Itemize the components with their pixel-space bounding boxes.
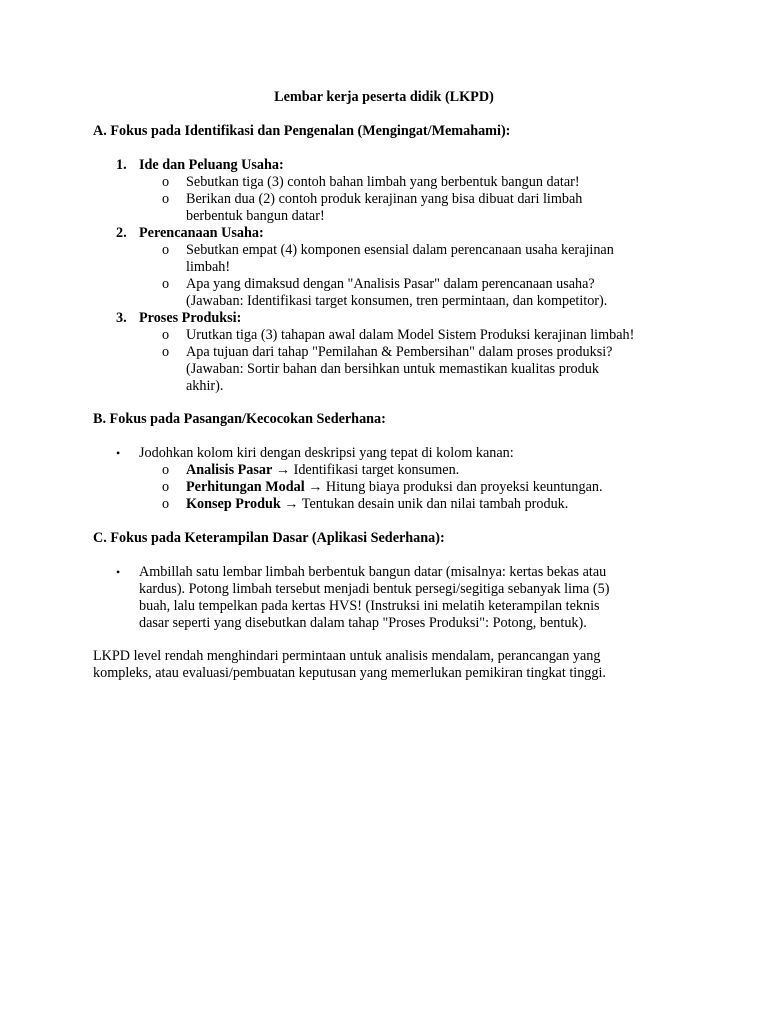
text-line: limbah! — [186, 259, 231, 275]
bullet-icon: • — [116, 446, 121, 460]
footer-paragraph — [93, 648, 693, 682]
text-line: (Jawaban: Sortir bahan dan bersihkan untuk memastikan kualitas produk — [186, 361, 599, 377]
section-c-heading: C. Fokus pada Keterampilan Dasar (Aplikasi Sederhana): — [93, 530, 445, 546]
text-line: Sebutkan tiga (3) contoh bahan limbah yang berbentuk bangun datar! — [186, 174, 580, 190]
circle-bullet-icon: o — [162, 496, 170, 512]
section-a-heading: A. Fokus pada Identifikasi dan Pengenalan (Mengingat/Memahami): — [93, 123, 511, 139]
circle-bullet-icon: o — [162, 276, 170, 292]
pair-1 — [186, 462, 686, 479]
page-title: Lembar kerja peserta didik (LKPD) — [274, 89, 494, 105]
section-b-intro: Jodohkan kolom kiri dengan deskripsi yang tepat di kolom kanan: — [139, 445, 514, 461]
text-line: (Jawaban: Identifikasi target konsumen, tren permintaan, dan kompetitor). — [186, 293, 608, 309]
section-b-heading: B. Fokus pada Pasangan/Kecocokan Sederhana: — [93, 411, 386, 427]
pair-desc: Hitung biaya produksi dan proyeksi keuntungan. — [325, 479, 603, 495]
item-2-number: 2. — [116, 225, 127, 241]
item-1-sub-2 — [186, 191, 686, 225]
circle-bullet-icon: o — [162, 242, 170, 258]
text-line: Urutkan tiga (3) tahapan awal dalam Model Sistem Produksi kerajinan limbah! — [186, 327, 635, 343]
text-line: Apa yang dimaksud dengan "Analisis Pasar" dalam perencanaan usaha? — [186, 276, 595, 292]
text-line: akhir). — [186, 378, 224, 394]
item-3-label: Proses Produksi: — [139, 310, 242, 326]
item-3-number: 3. — [116, 310, 127, 326]
pair-term: Konsep Produk — [186, 496, 281, 512]
text-line: Ambillah satu lembar limbah berbentuk bangun datar (misalnya: kertas bekas atau — [139, 564, 607, 580]
pair-3 — [186, 496, 686, 513]
pair-desc: Identifikasi target konsumen. — [293, 462, 460, 478]
pair-2 — [186, 479, 686, 496]
section-c-paragraph — [139, 564, 659, 632]
circle-bullet-icon: o — [162, 174, 170, 190]
arrow-icon: → — [308, 479, 323, 495]
item-1-label: Ide dan Peluang Usaha: — [139, 157, 284, 173]
item-2-label: Perencanaan Usaha: — [139, 225, 264, 241]
circle-bullet-icon: o — [162, 327, 170, 343]
text-line: Berikan dua (2) contoh produk kerajinan yang bisa dibuat dari limbah — [186, 191, 583, 207]
pair-term: Perhitungan Modal — [186, 479, 305, 495]
pair-term: Analisis Pasar — [186, 462, 273, 478]
circle-bullet-icon: o — [162, 462, 170, 478]
text-line: LKPD level rendah menghindari permintaan untuk analisis mendalam, perancangan yang — [93, 648, 601, 664]
text-line: kompleks, atau evaluasi/pembuatan keputusan yang memerlukan pemikiran tingkat tinggi. — [93, 665, 606, 681]
text-line: buah, lalu tempelkan pada kertas HVS! (Instruksi ini melatih keterampilan teknis — [139, 598, 600, 614]
text-line: dasar seperti yang disebutkan dalam tahap "Proses Produksi": Potong, bentuk). — [139, 615, 587, 631]
text-line: Sebutkan empat (4) komponen esensial dalam perencanaan usaha kerajinan — [186, 242, 614, 258]
item-1-number: 1. — [116, 157, 127, 173]
item-3-sub-2 — [186, 344, 686, 395]
item-2-sub-2 — [186, 276, 686, 310]
item-3-sub-1 — [186, 327, 686, 344]
circle-bullet-icon: o — [162, 344, 170, 360]
arrow-icon: → — [275, 462, 291, 478]
item-1-sub-1 — [186, 174, 686, 191]
pair-desc: Tentukan desain unik dan nilai tambah produk. — [301, 496, 569, 512]
text-line: kardus). Potong limbah tersebut menjadi bentuk persegi/segitiga sebanyak lima (5) — [139, 581, 610, 597]
item-2-sub-1 — [186, 242, 686, 276]
bullet-icon: • — [116, 565, 121, 579]
text-line: berbentuk bangun datar! — [186, 208, 325, 224]
circle-bullet-icon: o — [162, 191, 170, 207]
circle-bullet-icon: o — [162, 479, 170, 495]
text-line: Apa tujuan dari tahap "Pemilahan & Pembersihan" dalam proses produksi? — [186, 344, 613, 360]
arrow-icon: → — [284, 496, 299, 512]
